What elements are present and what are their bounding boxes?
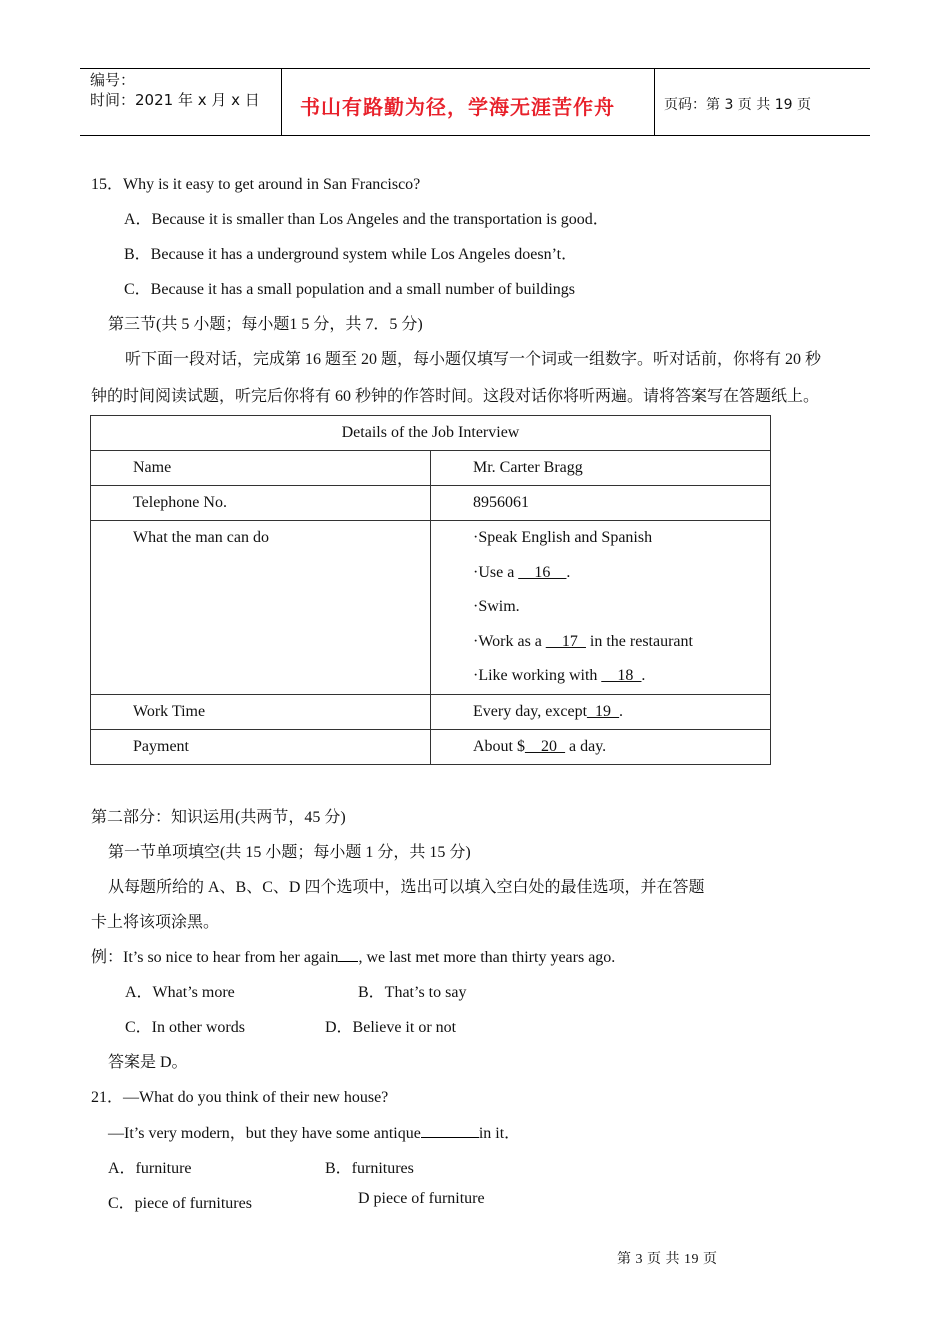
question-21-option-d: D piece of furniture bbox=[358, 1190, 485, 1207]
question-21-reply-text: —It’s very modern，but they have some antique bbox=[108, 1125, 421, 1142]
table-title: Details of the Job Interview bbox=[91, 416, 771, 451]
question-15-option-c: C．Because it has a small population and a small number of buildings bbox=[124, 281, 576, 298]
example-stem bbox=[91, 944, 615, 967]
blank-17[interactable]: __17_ bbox=[545, 632, 586, 650]
can-do-item-4 bbox=[473, 625, 770, 660]
can-do-item-3: ·Swim. bbox=[473, 598, 520, 616]
can-do-item-2-text: ·Use a bbox=[473, 563, 519, 581]
example-option-a: A．What’s more bbox=[125, 984, 235, 1001]
name-label: Name bbox=[91, 451, 431, 486]
table-row bbox=[91, 451, 771, 486]
can-do-item-5 bbox=[473, 659, 770, 694]
can-do-item-2-end: . bbox=[566, 563, 571, 581]
can-do-item-1: ·Speak English and Spanish bbox=[473, 529, 653, 546]
part-2-heading: 第二部分：知识运用(共两节，45 分) bbox=[91, 809, 346, 826]
question-21-option-b: B．furnitures bbox=[325, 1160, 414, 1177]
can-do-label: What the man can do bbox=[91, 521, 431, 695]
question-21-option-a: A．furniture bbox=[108, 1160, 192, 1177]
section-3-instruction-1: 听下面一段对话，完成第 16 题至 20 题，每小题仅填写一个词或一组数字。听对话前，你将有 20 秒 bbox=[125, 351, 822, 368]
blank-19[interactable]: _19_ bbox=[587, 703, 620, 720]
part-2-instruction-2: 卡上将该项涂黑。 bbox=[91, 914, 220, 931]
example-option-d: D．Believe it or not bbox=[325, 1019, 457, 1036]
example-stem-text: 例：It’s so nice to hear from her again bbox=[91, 949, 339, 966]
work-time-label: Work Time bbox=[91, 695, 431, 730]
table-row bbox=[91, 695, 771, 730]
table-row bbox=[91, 521, 771, 695]
phone-value: 8956061 bbox=[431, 486, 771, 521]
phone-label: Telephone No. bbox=[91, 486, 431, 521]
blank-18[interactable]: __18_ bbox=[601, 667, 642, 685]
section-3-instruction-2: 钟的时间阅读试题，听完后你将有 60 秒钟的作答时间。这段对话你将听两遍。请将答案写在答题纸上。 bbox=[91, 388, 820, 405]
question-15-option-b: B．Because it has a underground system while Los Angeles doesn’t． bbox=[124, 246, 578, 263]
blank-16[interactable]: __16__ bbox=[518, 563, 567, 581]
question-21-blank bbox=[421, 1123, 479, 1138]
payment-text: About $ bbox=[473, 738, 525, 755]
section-3-heading: 第三节(共 5 小题；每小题1 5 分，共 7．5 分) bbox=[108, 316, 423, 333]
payment-label: Payment bbox=[91, 730, 431, 765]
example-answer: 答案是 D。 bbox=[108, 1054, 188, 1071]
header-bottom-rule bbox=[80, 135, 870, 136]
table-title-row bbox=[91, 416, 771, 451]
footer-page-number: 第 3 页 共 19 页 bbox=[617, 1252, 718, 1267]
work-time-value bbox=[431, 695, 771, 730]
question-15-option-a: A．Because it is smaller than Los Angeles and the transportation is good． bbox=[124, 211, 609, 228]
question-21-option-c: C．piece of furnitures bbox=[108, 1195, 252, 1212]
example-stem-end: , we last met more than thirty years ago. bbox=[358, 949, 616, 966]
header-time-label: 时间：2021 年 x 月 x 日 bbox=[90, 91, 260, 109]
can-do-item-2 bbox=[473, 556, 770, 591]
can-do-item-4-text: ·Work as a bbox=[473, 632, 546, 650]
work-time-text: Every day, except bbox=[473, 703, 588, 720]
can-do-item-5-end: . bbox=[641, 667, 646, 685]
question-21-stem: 21．—What do you think of their new house? bbox=[91, 1089, 389, 1106]
part-2-section-1-heading: 第一节单项填空(共 15 小题；每小题 1 分，共 15 分) bbox=[108, 844, 471, 861]
question-21-reply bbox=[108, 1120, 520, 1143]
header-code-label: 编号： bbox=[90, 71, 136, 89]
question-21-reply-end: in it． bbox=[478, 1125, 521, 1142]
question-15-stem: 15．Why is it easy to get around in San Francisco? bbox=[91, 176, 421, 193]
work-time-end: . bbox=[619, 703, 624, 720]
payment-value bbox=[431, 730, 771, 765]
payment-end: a day. bbox=[565, 738, 607, 755]
blank-20[interactable]: __20_ bbox=[525, 738, 565, 755]
header-divider-right bbox=[654, 68, 655, 136]
example-option-b: B．That’s to say bbox=[358, 984, 467, 1001]
part-2-instruction-1: 从每题所给的 A、B、C、D 四个选项中，选出可以填入空白处的最佳选项，并在答题 bbox=[108, 879, 705, 896]
header-divider-left bbox=[281, 68, 282, 136]
header-motto: 书山有路勤为径，学海无涯苦作舟 bbox=[300, 95, 615, 119]
can-do-item-4-end: in the restaurant bbox=[585, 632, 693, 650]
header-top-rule bbox=[80, 68, 870, 69]
table-row bbox=[91, 730, 771, 765]
example-option-c: C．In other words bbox=[125, 1019, 245, 1036]
can-do-item-5-text: ·Like working with bbox=[473, 667, 602, 685]
example-blank bbox=[338, 947, 358, 962]
can-do-list bbox=[431, 521, 771, 695]
name-value: Mr. Carter Bragg bbox=[431, 451, 771, 486]
header-page-info: 页码：第 3 页 共 19 页 bbox=[664, 97, 811, 113]
job-interview-table bbox=[90, 415, 771, 765]
table-row bbox=[91, 486, 771, 521]
